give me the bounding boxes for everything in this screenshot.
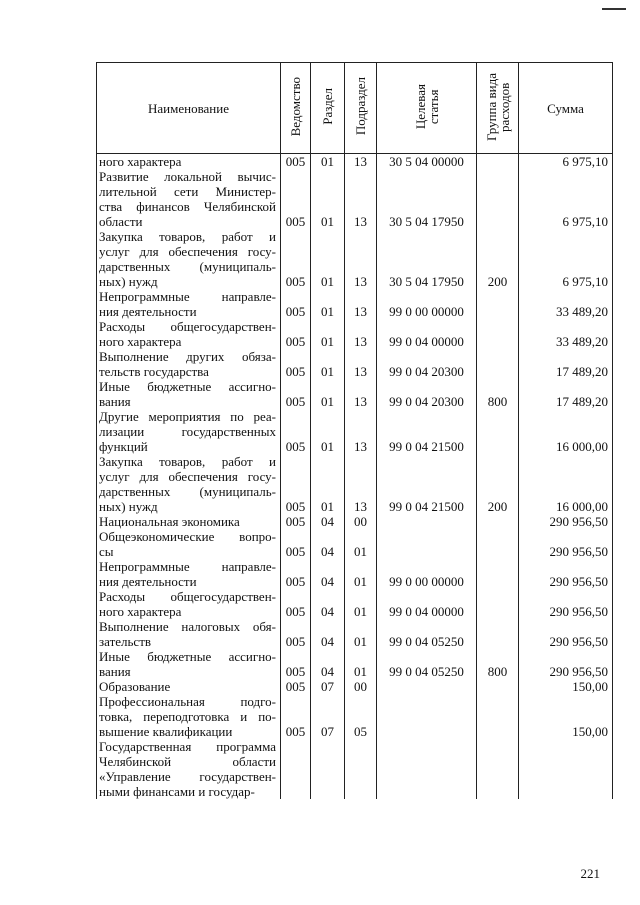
row-summa: 16 000,00: [519, 454, 613, 514]
row-vedomstvo: 005: [281, 379, 311, 409]
row-vedomstvo: 005: [281, 679, 311, 694]
table-row: [97, 739, 613, 799]
row-razdel: 01: [311, 289, 345, 319]
header-celevaya-label: Целевая статья: [412, 83, 441, 130]
row-podrazdel: 13: [345, 169, 377, 229]
row-name: [97, 619, 281, 649]
row-name-line: лизации государственных: [99, 424, 276, 439]
row-name: [97, 409, 281, 454]
page-number: 221: [580, 866, 600, 881]
row-vedomstvo: 005: [281, 289, 311, 319]
row-name: [97, 169, 281, 229]
row-summa: [519, 739, 613, 799]
row-name: [97, 379, 281, 409]
row-name-line: Закупка товаров, работ и: [99, 454, 276, 469]
row-name-line: Выполнение других обяза-: [99, 349, 276, 364]
row-name-line: функций: [99, 439, 148, 454]
row-gruppa-vida: 200: [477, 454, 519, 514]
row-razdel: 01: [311, 454, 345, 514]
table-row: [97, 169, 613, 229]
row-celevaya-statya: 99 0 04 21500: [377, 409, 477, 454]
row-name: [97, 739, 281, 799]
header-gruppa: [477, 63, 519, 154]
row-summa: 290 956,50: [519, 559, 613, 589]
row-vedomstvo: 005: [281, 319, 311, 349]
row-name-line: услуг для обеспечения госу-: [99, 244, 276, 259]
row-gruppa-vida: 200: [477, 229, 519, 289]
row-gruppa-vida: [477, 529, 519, 559]
header-celevaya: [377, 63, 477, 154]
table-row: [97, 319, 613, 349]
header-razdel: [311, 63, 345, 154]
row-podrazdel: 00: [345, 514, 377, 529]
row-celevaya-statya: 99 0 04 20300: [377, 349, 477, 379]
row-podrazdel: 13: [345, 289, 377, 319]
row-gruppa-vida: [477, 514, 519, 529]
table-row: [97, 289, 613, 319]
row-podrazdel: [345, 739, 377, 799]
row-name-line: зательств: [99, 634, 152, 649]
row-name-line: Выполнение налоговых обя-: [99, 619, 276, 634]
row-celevaya-statya: 99 0 00 00000: [377, 559, 477, 589]
row-vedomstvo: 005: [281, 514, 311, 529]
row-name-line: ния деятельности: [99, 304, 197, 319]
row-name-line: Непрограммные направле-: [99, 289, 276, 304]
row-summa: 6 975,10: [519, 229, 613, 289]
row-name-line: Непрограммные направле-: [99, 559, 276, 574]
table-row: [97, 619, 613, 649]
row-name-line: области: [99, 214, 143, 229]
budget-table: [96, 62, 612, 799]
row-vedomstvo: 005: [281, 694, 311, 739]
row-gruppa-vida: [477, 679, 519, 694]
row-podrazdel: 01: [345, 619, 377, 649]
row-name: [97, 514, 281, 529]
row-celevaya-statya: 99 0 00 00000: [377, 289, 477, 319]
header-name-label: Наименование: [148, 100, 229, 116]
row-name-line: Профессиональная подго-: [99, 694, 276, 709]
row-razdel: 01: [311, 379, 345, 409]
row-celevaya-statya: [377, 739, 477, 799]
row-name: [97, 694, 281, 739]
row-celevaya-statya: [377, 679, 477, 694]
row-vedomstvo: 005: [281, 169, 311, 229]
row-name-line: ными финансами и государ-: [99, 784, 255, 799]
row-podrazdel: 13: [345, 409, 377, 454]
row-name: [97, 589, 281, 619]
row-razdel: 07: [311, 679, 345, 694]
table-row: [97, 649, 613, 679]
row-name: [97, 154, 281, 170]
row-summa: 290 956,50: [519, 589, 613, 619]
row-gruppa-vida: [477, 409, 519, 454]
header-name: [97, 63, 281, 154]
row-gruppa-vida: [477, 589, 519, 619]
row-name: [97, 289, 281, 319]
row-name-line: Государственная программа: [99, 739, 276, 754]
row-podrazdel: 01: [345, 559, 377, 589]
row-gruppa-vida: [477, 169, 519, 229]
row-celevaya-statya: [377, 529, 477, 559]
row-razdel: 04: [311, 529, 345, 559]
table-row: [97, 349, 613, 379]
row-name-line: Иные бюджетные ассигно-: [99, 649, 276, 664]
table-row: [97, 529, 613, 559]
row-summa: 33 489,20: [519, 289, 613, 319]
row-name-line: ного характера: [99, 334, 182, 349]
row-razdel: 01: [311, 409, 345, 454]
row-name: [97, 649, 281, 679]
row-name-line: ных) нужд: [99, 499, 158, 514]
row-vedomstvo: 005: [281, 349, 311, 379]
row-name: [97, 559, 281, 589]
header-summa-label: Сумма: [547, 100, 584, 116]
header-vedomstvo-label: Ведомство: [288, 76, 303, 137]
row-summa: 17 489,20: [519, 349, 613, 379]
row-vedomstvo: 005: [281, 154, 311, 170]
row-celevaya-statya: 99 0 04 05250: [377, 649, 477, 679]
row-razdel: 01: [311, 169, 345, 229]
table-row: [97, 154, 613, 170]
row-name-line: Челябинской области: [99, 754, 276, 769]
table-row: [97, 514, 613, 529]
row-gruppa-vida: 800: [477, 649, 519, 679]
row-name-line: Расходы общегосударствен-: [99, 589, 276, 604]
row-name-line: Общеэкономические вопро-: [99, 529, 276, 544]
row-vedomstvo: 005: [281, 559, 311, 589]
row-razdel: 04: [311, 559, 345, 589]
row-vedomstvo: 005: [281, 649, 311, 679]
row-name-line: ства финансов Челябинской: [99, 199, 276, 214]
row-name-line: услуг для обеспечения госу-: [99, 469, 276, 484]
header-podrazdel: [345, 63, 377, 154]
row-gruppa-vida: [477, 619, 519, 649]
table-row: [97, 379, 613, 409]
row-summa: 6 975,10: [519, 154, 613, 170]
row-name-line: Развитие локальной вычис-: [99, 169, 276, 184]
table-row: [97, 454, 613, 514]
header-podrazdel-label: Подраздел: [353, 77, 368, 136]
row-name: [97, 319, 281, 349]
row-gruppa-vida: [477, 319, 519, 349]
row-summa: 290 956,50: [519, 619, 613, 649]
header-summa: [519, 63, 613, 154]
row-podrazdel: 13: [345, 319, 377, 349]
header-gruppa-label: Группа вида расходов: [483, 72, 512, 141]
table-row: [97, 679, 613, 694]
row-name-line: вания: [99, 664, 131, 679]
row-summa: 16 000,00: [519, 409, 613, 454]
row-podrazdel: 13: [345, 454, 377, 514]
row-name-line: тельств государства: [99, 364, 209, 379]
row-name-line: вания: [99, 394, 131, 409]
row-summa: 17 489,20: [519, 379, 613, 409]
row-celevaya-statya: 99 0 04 20300: [377, 379, 477, 409]
row-vedomstvo: 005: [281, 589, 311, 619]
row-razdel: 04: [311, 514, 345, 529]
row-vedomstvo: [281, 739, 311, 799]
row-razdel: 01: [311, 319, 345, 349]
row-podrazdel: 00: [345, 679, 377, 694]
row-celevaya-statya: [377, 694, 477, 739]
row-podrazdel: 01: [345, 529, 377, 559]
table-header-row: [97, 63, 613, 154]
header-razdel-label: Раздел: [320, 88, 335, 125]
row-name-line: ния деятельности: [99, 574, 197, 589]
row-name: [97, 349, 281, 379]
row-name: [97, 529, 281, 559]
table-row: [97, 589, 613, 619]
table-row: [97, 409, 613, 454]
row-vedomstvo: 005: [281, 229, 311, 289]
row-name-line: дарственных (муниципаль-: [99, 484, 276, 499]
row-summa: 290 956,50: [519, 649, 613, 679]
row-name-line: сы: [99, 544, 114, 559]
row-razdel: 01: [311, 154, 345, 170]
row-name-line: Закупка товаров, работ и: [99, 229, 276, 244]
row-name-line: Национальная экономика: [99, 514, 240, 529]
page-corner-rule: [602, 8, 626, 10]
row-gruppa-vida: [477, 349, 519, 379]
row-celevaya-statya: 99 0 04 00000: [377, 589, 477, 619]
row-name: [97, 229, 281, 289]
row-name-line: ного характера: [99, 154, 182, 169]
row-summa: 150,00: [519, 679, 613, 694]
row-vedomstvo: 005: [281, 409, 311, 454]
table-body: [97, 154, 613, 800]
row-podrazdel: 01: [345, 589, 377, 619]
row-name-line: Образование: [99, 679, 171, 694]
table-row: [97, 229, 613, 289]
row-celevaya-statya: 30 5 04 00000: [377, 154, 477, 170]
row-vedomstvo: 005: [281, 619, 311, 649]
row-name-line: дарственных (муниципаль-: [99, 259, 276, 274]
row-summa: 150,00: [519, 694, 613, 739]
row-gruppa-vida: [477, 739, 519, 799]
row-celevaya-statya: 30 5 04 17950: [377, 229, 477, 289]
row-razdel: 04: [311, 649, 345, 679]
row-celevaya-statya: 99 0 04 21500: [377, 454, 477, 514]
row-name-line: ных) нужд: [99, 274, 158, 289]
row-celevaya-statya: [377, 514, 477, 529]
row-razdel: [311, 739, 345, 799]
row-razdel: 01: [311, 349, 345, 379]
row-gruppa-vida: [477, 694, 519, 739]
row-podrazdel: 01: [345, 649, 377, 679]
row-summa: 290 956,50: [519, 529, 613, 559]
row-razdel: 07: [311, 694, 345, 739]
row-gruppa-vida: [477, 154, 519, 170]
row-name: [97, 454, 281, 514]
row-name-line: вышение квалификации: [99, 724, 233, 739]
row-summa: 290 956,50: [519, 514, 613, 529]
row-gruppa-vida: 800: [477, 379, 519, 409]
row-name-line: Иные бюджетные ассигно-: [99, 379, 276, 394]
row-celevaya-statya: 99 0 04 05250: [377, 619, 477, 649]
row-summa: 33 489,20: [519, 319, 613, 349]
row-podrazdel: 13: [345, 349, 377, 379]
row-name: [97, 679, 281, 694]
table-row: [97, 559, 613, 589]
row-vedomstvo: 005: [281, 529, 311, 559]
row-gruppa-vida: [477, 289, 519, 319]
row-name-line: ного характера: [99, 604, 182, 619]
row-gruppa-vida: [477, 559, 519, 589]
row-razdel: 04: [311, 619, 345, 649]
row-name-line: «Управление государствен-: [99, 769, 276, 784]
row-podrazdel: 13: [345, 229, 377, 289]
table-row: [97, 694, 613, 739]
row-name-line: Расходы общегосударствен-: [99, 319, 276, 334]
row-name-line: Другие мероприятия по реа-: [99, 409, 276, 424]
row-podrazdel: 13: [345, 379, 377, 409]
row-razdel: 01: [311, 229, 345, 289]
row-celevaya-statya: 99 0 04 00000: [377, 319, 477, 349]
header-vedomstvo: [281, 63, 311, 154]
row-razdel: 04: [311, 589, 345, 619]
row-name-line: лительной сети Министер-: [99, 184, 276, 199]
row-podrazdel: 13: [345, 154, 377, 170]
row-vedomstvo: 005: [281, 454, 311, 514]
row-name-line: товка, переподготовка и по-: [99, 709, 276, 724]
row-podrazdel: 05: [345, 694, 377, 739]
row-celevaya-statya: 30 5 04 17950: [377, 169, 477, 229]
row-summa: 6 975,10: [519, 169, 613, 229]
